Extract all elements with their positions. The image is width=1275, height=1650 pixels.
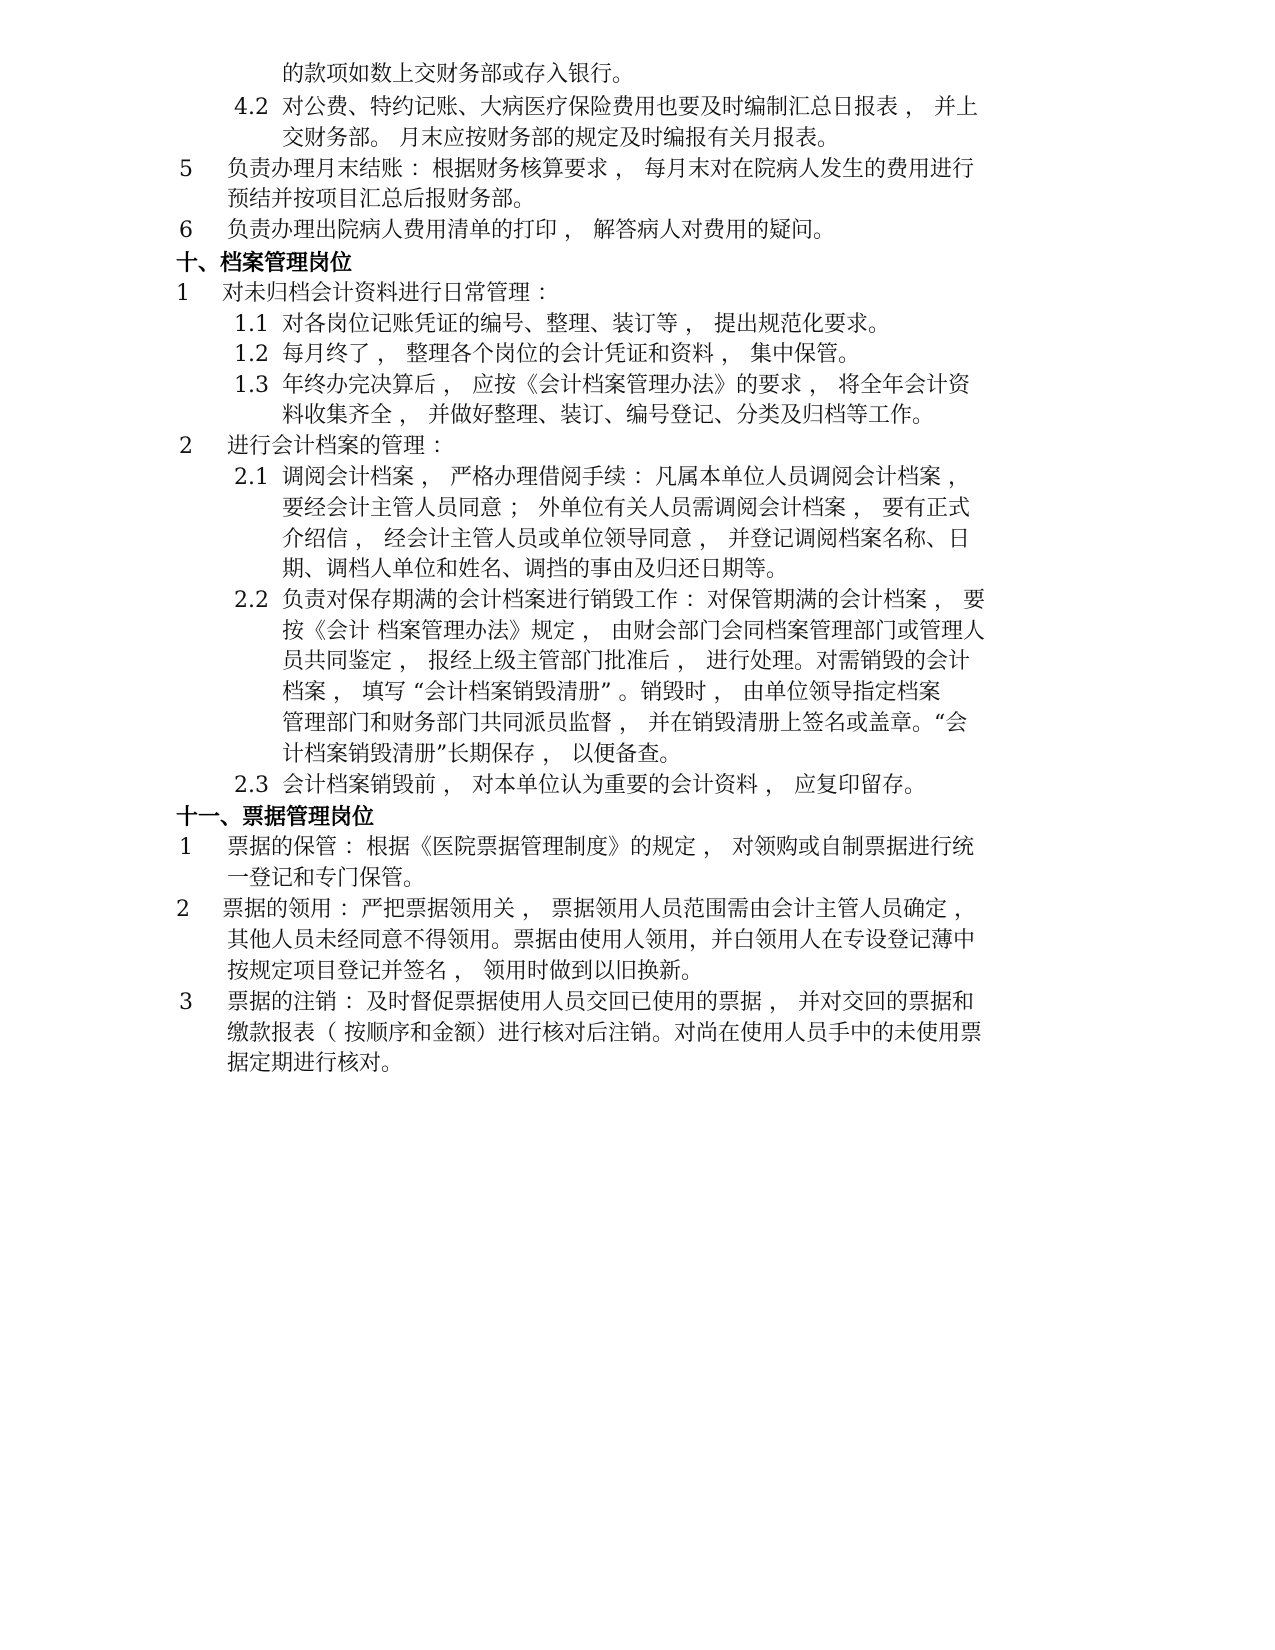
text-line: 按《会计 档案管理办法》规定 ， 由财会部门会同档案管理部门或管理人: [282, 619, 985, 644]
text-line: 一登记和专门保管。: [227, 866, 426, 891]
text-line: 年终办完决算后 ， 应按《会计档案管理办法》的要求 ， 将全年会计资: [282, 373, 970, 398]
text-line: 调阅会计档案 ， 严格办理借阅手续 ：凡属本单位人员调阅会计档案 ，: [282, 465, 970, 490]
text-line: 期、调档人单位和姓名、调挡的事由及归还日期等。: [282, 557, 789, 582]
section-heading: 十一、票据管理岗位: [176, 804, 375, 830]
text-line: 要经会计主管人员同意 ； 外单位有关人员需调阅会计档案 ， 要有正式: [282, 496, 970, 521]
text-line: 预结并按项目汇总后报财务部。: [227, 187, 536, 212]
text-line: 计档案销毁清册”长期保存 ， 以便备查。: [282, 742, 682, 767]
section-heading: 十、档案管理岗位: [176, 250, 353, 276]
text-line: 对各岗位记账凭证的编号、整理、装订等 ， 提出规范化要求。: [282, 312, 890, 337]
text-line: 缴款报表（ 按顺序和金额）进行核对后注销。对尚在使用人员手中的未使用票: [227, 1021, 982, 1046]
text-line: 交财务部。 月末应按财务部的规定及时编报有关月报表。: [282, 126, 839, 151]
text-line: 料收集齐全 ， 并做好整理、装订、编号登记、分类及归档等工作。: [282, 403, 934, 428]
text-line: 票据的注销 ：及时督促票据使用人员交回已使用的票据 ， 并对交回的票据和: [227, 990, 974, 1015]
item-number: 3: [179, 990, 193, 1015]
item-number: 2.2: [234, 588, 269, 613]
text-line: 管理部门和财务部门共同派员监督 ， 并在销毁清册上签名或盖章。“会: [282, 711, 968, 736]
text-line: 会计档案销毁前 ， 对本单位认为重要的会计资料 ， 应复印留存。: [282, 773, 926, 798]
item-number: 2: [179, 434, 193, 459]
item-number: 1.1: [234, 312, 269, 337]
text-line: 其他人员未经同意不得领用。票据由使用人领用，并白领用人在专设登记薄中: [227, 928, 976, 953]
text-line: 票据的领用 ：严把票据领用关 ， 票据领用人员范围需由会计主管人员确定 ，: [222, 897, 976, 922]
text-line: 的款项如数上交财务部或存入银行。: [282, 62, 635, 87]
item-number: 1: [176, 281, 190, 306]
text-line: 负责办理出院病人费用清单的打印 ， 解答病人对费用的疑问。: [227, 218, 835, 243]
item-number: 1: [179, 835, 193, 860]
item-number: 1.3: [234, 373, 269, 398]
text-line: 票据的保管 ：根据《医院票据管理制度》的规定 ， 对领购或自制票据进行统: [227, 835, 974, 860]
item-number: 2.3: [234, 773, 269, 798]
text-line: 按规定项目登记并签名 ， 领用时做到以旧换新。: [227, 959, 703, 984]
text-line: 对未归档会计资料进行日常管理 ：: [222, 281, 559, 306]
text-line: 对公费、特约记账、大病医疗保险费用也要及时编制汇总日报表 ， 并上: [282, 95, 978, 120]
text-line: 据定期进行核对。: [227, 1051, 404, 1076]
text-line: 每月终了 ， 整理各个岗位的会计凭证和资料 ， 集中保管。: [282, 342, 860, 367]
item-number: 5: [179, 157, 193, 182]
text-line: 负责办理月末结账 ：根据财务核算要求 ， 每月末对在院病人发生的费用进行: [227, 157, 974, 182]
item-number: 2: [176, 897, 190, 922]
item-number: 6: [179, 218, 193, 243]
text-line: 负责对保存期满的会计档案进行销毁工作 ：对保管期满的会计档案 ， 要: [282, 588, 985, 613]
item-number: 1.2: [234, 342, 269, 367]
text-line: 档案 ， 填写 “会计档案销毁清册” 。销毁时 ， 由单位领导指定档案: [282, 680, 941, 705]
item-number: 4.2: [234, 95, 269, 120]
text-line: 进行会计档案的管理 ：: [227, 434, 454, 459]
text-line: 员共同鉴定 ， 报经上级主管部门批准后 ， 进行处理。对需销毁的会计: [282, 649, 970, 674]
item-number: 2.1: [234, 465, 269, 490]
text-line: 介绍信 ， 经会计主管人员或单位领导同意 ， 并登记调阅档案名称、日: [282, 527, 970, 552]
